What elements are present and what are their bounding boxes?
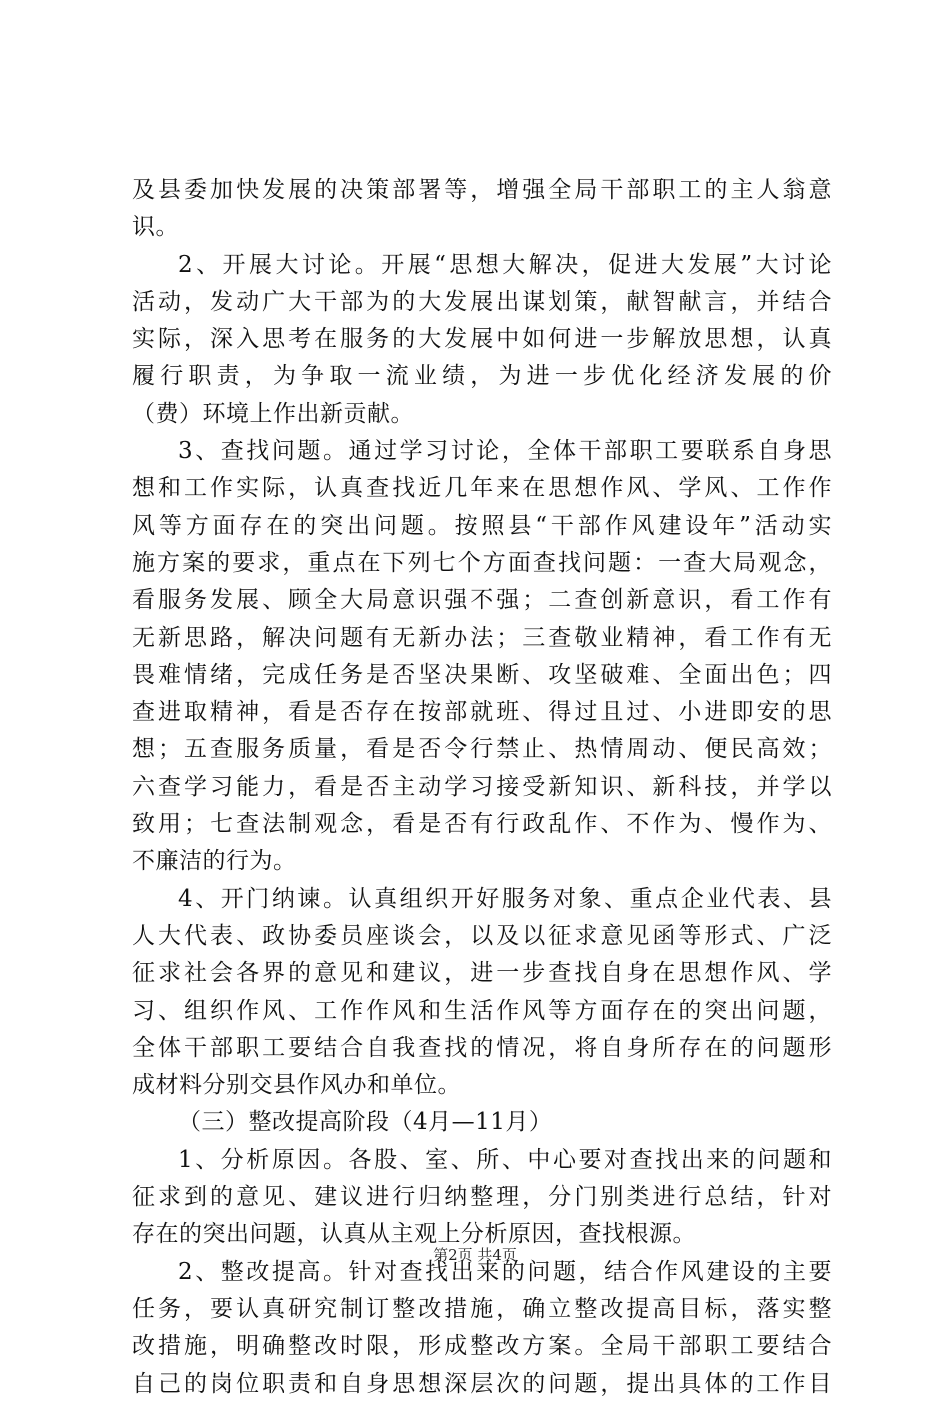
text-line: 存在的突出问题，认真从主观上分析原因，查找根源。 (132, 1221, 696, 1248)
text-line: 1、分析原因。各股、室、所、中心要对查找出来的问题和 (178, 1146, 832, 1173)
text-line: 自己的岗位职责和自身思想深层次的问题，提出具体的工作目 (132, 1370, 832, 1397)
text-line: 六查学习能力，看是否主动学习接受新知识、新科技，并学以 (132, 773, 832, 800)
text-line: 2、整改提高。针对查找出来的问题，结合作风建设的主要 (178, 1258, 832, 1285)
text-line: 活动，发动广大干部为的大发展出谋划策，献智献言，并结合 (132, 288, 832, 315)
text-line: 想和工作实际，认真查找近几年来在思想作风、学风、工作作 (132, 475, 832, 502)
text-line: 无新思路，解决问题有无新办法；三查敬业精神，看工作有无 (132, 624, 832, 651)
text-line: 看服务发展、顾全大局意识强不强；二查创新意识，看工作有 (132, 587, 832, 614)
document-body (132, 172, 832, 1403)
text-line: 成材料分别交县作风办和单位。 (132, 1072, 461, 1099)
text-line: 3、查找问题。通过学习讨论，全体干部职工要联系自身思 (178, 438, 832, 465)
text-line: 风等方面存在的突出问题。按照县“干部作风建设年”活动实 (132, 512, 832, 539)
page-footer: 第2页 共4页 (433, 1246, 517, 1264)
text-line: 习、组织作风、工作作风和生活作风等方面存在的突出问题， (132, 997, 832, 1024)
text-line: （费）环境上作出新贡献。 (132, 400, 414, 427)
text-line: 不廉洁的行为。 (132, 848, 297, 875)
text-line: （三）整改提高阶段（4月—11月） (178, 1109, 553, 1136)
text-line: 施方案的要求，重点在下列七个方面查找问题：一查大局观念， (132, 549, 832, 576)
text-line: 畏难情绪，完成任务是否坚决果断、攻坚破难、全面出色；四 (132, 661, 832, 688)
text-line: 人大代表、政协委员座谈会，以及以征求意见函等形式、广泛 (132, 922, 832, 949)
text-line: 履行职责，为争取一流业绩，为进一步优化经济发展的价 (132, 363, 832, 390)
text-line: 4、开门纳谏。认真组织开好服务对象、重点企业代表、县 (178, 885, 832, 912)
text-line: 征求社会各界的意见和建议，进一步查找自身在思想作风、学 (132, 960, 832, 987)
text-line: 任务，要认真研究制订整改措施，确立整改提高目标，落实整 (132, 1295, 832, 1322)
text-line: 改措施，明确整改时限，形成整改方案。全局干部职工要结合 (132, 1333, 832, 1360)
text-line: 查进取精神，看是否存在按部就班、得过且过、小进即安的思 (132, 699, 832, 726)
text-line: 致用；七查法制观念，看是否有行政乱作、不作为、慢作为、 (132, 811, 832, 838)
text-line: 及县委加快发展的决策部署等，增强全局干部职工的主人翁意 (132, 177, 832, 203)
text-line: 识。 (132, 214, 179, 241)
text-line: 征求到的意见、建议进行归纳整理，分门别类进行总结，针对 (132, 1184, 832, 1211)
text-line: 2、开展大讨论。开展“思想大解决，促进大发展”大讨论 (178, 251, 832, 278)
text-line: 想；五查服务质量，看是否令行禁止、热情周动、便民高效； (132, 736, 832, 763)
text-line: 实际，深入思考在服务的大发展中如何进一步解放思想，认真 (132, 326, 832, 353)
text-line: 全体干部职工要结合自我查找的情况，将自身所存在的问题形 (132, 1034, 832, 1061)
